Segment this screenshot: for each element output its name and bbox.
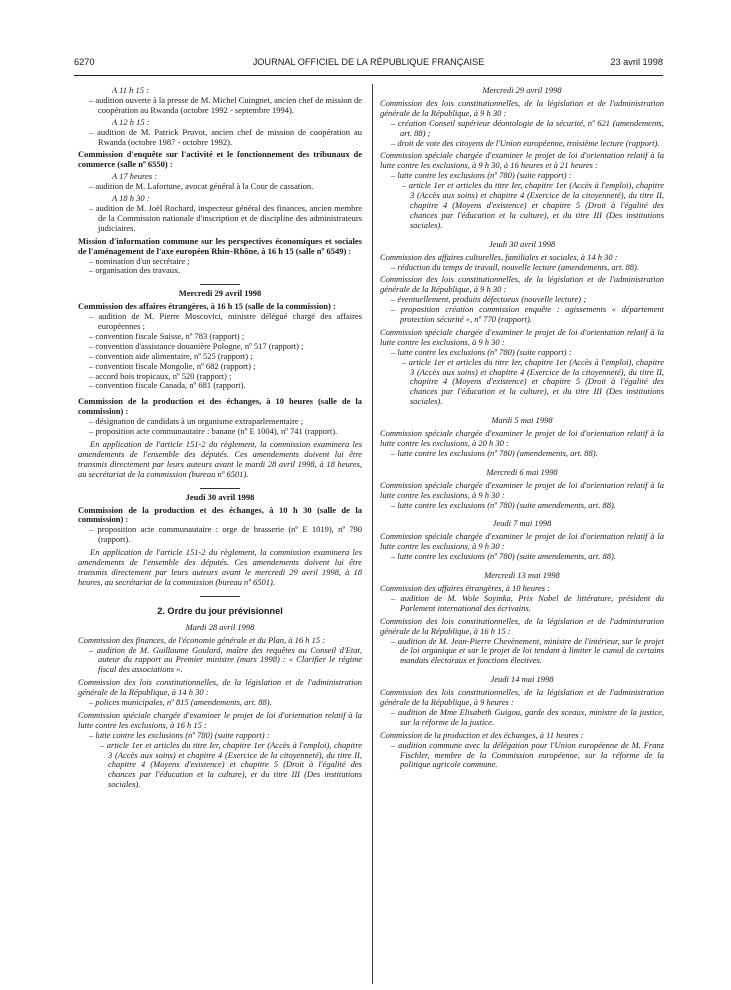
header-rule: [74, 75, 663, 76]
commission-title: Commission spéciale chargée d'examiner le projet de loi d'orientation relatif à la lutte contre les exclusions, à 9 h 30, à 16 heures et à 21 heures :: [380, 150, 664, 171]
agenda-item: – convention d'assistance douanière Pologne, nº 517 (rapport) ;: [89, 340, 304, 351]
page-number: 6270: [74, 57, 95, 67]
commission-title: Commission des lois constitutionnelles, de la législation et de l'administration générale de la République, à 9 heures :: [380, 687, 664, 708]
right-column: [380, 86, 664, 770]
agenda-item: – lutte contre les exclusions (nº 780) (suite rapport) :: [89, 729, 270, 740]
commission-title: Commission des lois constitutionnelles, de la législation et de l'administration générale de la République, à 14 h 30 :: [78, 677, 362, 698]
agenda-item: – lutte contre les exclusions (nº 780) (suite amendements, art. 88).: [391, 551, 616, 562]
agenda-item: – lutte contre les exclusions (nº 780) (suite rapport) :: [391, 346, 572, 357]
time-label: A 12 h 15 :: [112, 116, 150, 127]
date-heading: Jeudi 30 avril 1998: [488, 238, 556, 249]
date-heading: Jeudi 14 mai 1998: [490, 674, 554, 685]
agenda-item: – audition de M. Pierre Moscovici, ministre délégué chargé des affaires européennes ;: [89, 311, 362, 332]
agenda-item: – audition commune avec la délégation pour l'Union européenne de M. Franz Fischler, membre de la Commission européenne, sur la réforme de la politique agricole commune.: [391, 739, 664, 770]
column-divider: [372, 84, 373, 984]
time-label: A 17 heures :: [112, 171, 158, 182]
agenda-item: – polices municipales, nº 815 (amendements, art. 88).: [89, 697, 272, 708]
agenda-item: – lutte contre les exclusions (nº 780) (amendements, art. 88).: [391, 447, 598, 458]
commission-title: Commission de la production et des échanges, à 10 heures (salle de la commission) :: [78, 396, 362, 417]
date-heading: Jeudi 7 mai 1998: [492, 518, 552, 529]
agenda-item: – audition ouverte à la presse de M. Michel Cuingnet, ancien chef de mission de coopération au Rwanda (octobre 1992 - septembre 1994).: [89, 94, 362, 115]
agenda-item: – audition de M. Patrick Pruvot, ancien chef de mission de coopération au Rwanda (octobre 1987 - octobre 1992).: [89, 126, 362, 147]
agenda-item: – nomination d'un secrétaire ;: [89, 255, 190, 266]
date-heading: Mercredi 13 mai 1998: [484, 570, 560, 581]
agenda-item: – audition de Mme Elisabeth Guigou, garde des sceaux, ministre de la justice, sur la réforme de la justice.: [391, 706, 664, 727]
agenda-item: – convention fiscale Suisse, nº 783 (rapport) ;: [89, 330, 245, 341]
agenda-item: – audition de M. Jean-Pierre Chevènement, ministre de l'intérieur, sur le projet de loi organique et sur le projet de loi tendant à limiter le cumul de certains mandats électoraux et fonctions électives.: [391, 635, 664, 666]
commission-title: Commission des lois constitutionnelles, de la législation et de l'administration générale de la République, à 9 h 30 :: [380, 97, 664, 118]
page-header: [74, 57, 663, 73]
agenda-item: – création Conseil supérieur déontologie de la sécurité, nº 621 (amendements, art. 88) ;: [391, 117, 664, 138]
agenda-item: – convention aide alimentaire, nº 525 (rapport) ;: [89, 350, 253, 361]
agenda-item: – organisation des travaux.: [89, 265, 181, 276]
separator: [200, 488, 240, 489]
time-label: A 18 h 30 :: [112, 193, 150, 204]
commission-title: Commission des finances, de l'économie générale et du Plan, à 16 h 15 :: [78, 634, 326, 645]
agenda-item: – proposition acte communautaire : banane (nº E 1004), nº 741 (rapport).: [89, 426, 338, 437]
agenda-item: – désignation de candidats à un organisme extraparlementaire ;: [89, 416, 304, 427]
agenda-item: – droit de vote des citoyens de l'Union européenne, troisième lecture (rapport).: [391, 137, 660, 148]
procedure-note: En application de l'article 151-2 du règlement, la commission examinera les amendements de l'ensemble des députés. Ces amendements doivent lui être transmis directement par leurs auteurs avant le mercredi 29 avril 1998, à 18 heures, au secrétariat de la commission (bureau nº 6501).: [78, 547, 362, 587]
section-heading: 2. Ordre du jour prévisionnel: [157, 605, 283, 616]
commission-title: Commission spéciale chargée d'examiner le projet de loi d'orientation relatif à la lutte contre les exclusions, à 16 h 15 :: [78, 709, 362, 730]
agenda-item: – audition de M. Joël Rochard, inspecteur général des finances, ancien membre de la Commission nationale d'inscription et de discipline des administrateurs judiciaires.: [89, 202, 362, 233]
agenda-item: – éventuellement, produits défectueux (nouvelle lecture) ;: [391, 294, 587, 305]
agenda-item: – audition de M. Wole Soyinka, Prix Nobel de littérature, président du Parlement international des écrivains.: [391, 592, 664, 613]
issue-date: 23 avril 1998: [610, 57, 663, 67]
agenda-item: – convention fiscale Mongolie, nº 682 (rapport) ;: [89, 360, 256, 371]
commission-title: Commission des lois constitutionnelles, de la législation et de l'administration générale de la République, à 16 h 15 :: [380, 615, 664, 636]
commission-title: Commission des affaires étrangères, à 16 h 15 (salle de la commission) :: [78, 301, 336, 312]
commission-title: Commission des lois constitutionnelles, de la législation et de l'administration générale de la République, à 9 h 30 :: [380, 274, 664, 295]
commission-title: Commission des affaires culturelles, familiales et sociales, à 14 h 30 :: [380, 251, 618, 262]
time-label: A 11 h 15 :: [112, 85, 149, 95]
commission-title: Commission spéciale chargée d'examiner le projet de loi d'orientation relatif à la lutte contre les exclusions, à 9 h 30 :: [380, 479, 664, 500]
left-column: [78, 86, 362, 790]
agenda-item: – audition de M. Lafortune, avocat général à la Cour de cassation.: [89, 181, 314, 192]
commission-title: Commission d'enquête sur l'activité et le fonctionnement des tribunaux de commerce (salle nº 6550) :: [78, 149, 362, 170]
agenda-item: – accord bois tropicaux, nº 520 (rapport) ;: [89, 370, 232, 381]
agenda-item: – proposition création commission enquête : agissements « département protection sécurité », nº 770 (rapport).: [391, 304, 664, 325]
separator: [200, 284, 240, 285]
date-heading: Mercredi 29 avril 1998: [178, 288, 262, 299]
date-heading: Mercredi 6 mai 1998: [486, 466, 558, 477]
commission-title: Commission des affaires étrangères, à 10 heures :: [380, 582, 550, 593]
date-heading: Mardi 28 avril 1998: [185, 621, 255, 632]
commission-title: Commission de la production et des échanges, à 10 h 30 (salle de la commission) :: [78, 504, 362, 525]
agenda-subitem: – article 1er et articles du titre Ier, chapitre 1er (Accès à l'emploi), chapitre 3 (Accès aux soins) et chapitre 4 (Exercice de la citoyenneté), du titre II, chapitre 4 (Moyens d'existence) et chapitre 5 (Droit à l'égalité des chances par l'éducation et la culture), et du titre III (Des institutions sociales).: [100, 739, 362, 790]
agenda-subitem: – article 1er et articles du titre Ier, chapitre 1er (Accès à l'emploi), chapitre 3 (Accès aux soins) et chapitre 4 (Exercice de la citoyenneté), du titre II, chapitre 4 (Moyens d'existence) et chapitre 5 (Droit à l'égalité des chances par l'éducation et la culture), et du titre III (Des institutions sociales).: [402, 180, 664, 230]
separator: [200, 596, 240, 597]
journal-title: JOURNAL OFFICIEL DE LA RÉPUBLIQUE FRANÇAISE: [252, 57, 485, 67]
commission-title: Commission spéciale chargée d'examiner le projet de loi d'orientation relatif à la lutte contre les exclusions, à 9 h 30 :: [380, 531, 664, 552]
date-heading: Mardi 5 mai 1998: [491, 415, 553, 426]
date-heading: Mercredi 29 avril 1998: [482, 85, 562, 95]
agenda-subitem: – article 1er et articles du titre Ier, chapitre 1er (Accès à l'emploi), chapitre 3 (Accès aux soins) et chapitre 4 (Exercice de la citoyenneté), du titre II, chapitre 4 (Moyens d'existence) et chapitre 5 (Droit à l'égalité des chances par l'éducation et la culture), et du titre III (Des institutions sociales).: [402, 356, 664, 407]
procedure-note: En application de l'article 151-2 du règlement, la commission examinera les amendements de l'ensemble des députés. Ces amendements doivent lui être transmis directement par leurs auteurs avant le mardi 28 avril 1998, à 18 heures, au secrétariat de la commission (bureau nº 6501).: [78, 439, 362, 479]
agenda-item: – réduction du temps de travail, nouvelle lecture (amendements, art. 88).: [391, 261, 640, 272]
commission-title: Commission de la production et des échanges, à 11 heures :: [380, 729, 584, 740]
agenda-item: – lutte contre les exclusions (nº 780) (suite amendements, art. 88).: [391, 499, 616, 510]
commission-title: Commission spéciale chargée d'examiner le projet de loi d'orientation relatif à la lutte contre les exclusions, à 20 h 30 :: [380, 428, 664, 448]
agenda-item: – convention fiscale Canada, nº 681 (rapport).: [89, 380, 246, 391]
agenda-item: – lutte contre les exclusions (nº 780) (suite rapport) :: [391, 170, 572, 181]
agenda-item: – audition de M. Guillaume Goulard, maître des requêtes au Conseil d'Etat, auteur du rapport au Premier ministre (mars 1998) : « Clarifier le régime fiscal des associations ».: [89, 644, 362, 675]
commission-title: Mission d'information commune sur les perspectives économiques et sociales de l'aménagement de l'axe européen Rhin–Rhône, à 16 h 15 (salle nº 6549) :: [78, 235, 362, 256]
date-heading: Jeudi 30 avril 1998: [185, 491, 255, 502]
commission-title: Commission spéciale chargée d'examiner le projet de loi d'orientation relatif à la lutte contre les exclusions, à 9 h 30 :: [380, 326, 664, 347]
agenda-item: – proposition acte communautaire : orge de brasserie (nº E 1019), nº 790 (rapport).: [89, 524, 362, 545]
